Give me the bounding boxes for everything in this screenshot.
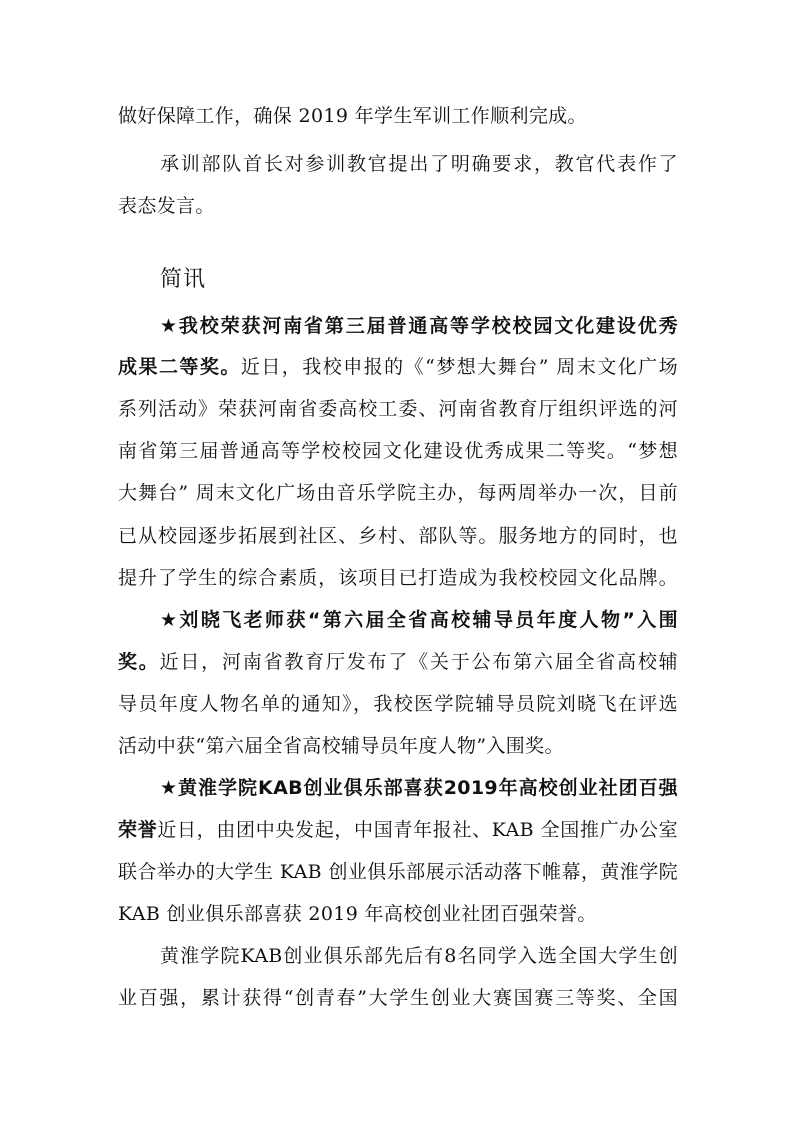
news-headline-continued xyxy=(118,818,678,842)
body-text-line: 表态发言。 xyxy=(118,195,215,217)
news-headline-continued xyxy=(118,650,678,674)
body-text-line: 做好保障工作，确保 2019 年学生军训工作顺利完成。 xyxy=(118,105,587,127)
news-headline: 荣誉 xyxy=(118,819,158,841)
body-text-line: 提升了学生的综合素质，该项目已打造成为我校校园文化品牌。 xyxy=(118,567,678,589)
body-text-line: 系列活动》荣获河南省委高校工委、河南省教育厅组织评选的河 xyxy=(118,398,678,420)
news-headline: ★我校荣获河南省第三届普通高等学校校园文化建设优秀 xyxy=(160,315,678,337)
body-text: 近日，河南省教育厅发布了《关于公布第六届全省高校辅 xyxy=(159,651,678,673)
news-headline: 成果二等奖。 xyxy=(118,356,241,378)
body-text-line: 承训部队首长对参训教官提出了明确要求，教官代表作了 xyxy=(160,153,678,175)
body-text-line: 业百强，累计获得“创青春”大学生创业大赛国赛三等奖、全国 xyxy=(118,987,678,1009)
body-text-line: 活动中获“第六届全省高校辅导员年度人物”入围奖。 xyxy=(118,735,564,757)
body-text-line: 南省第三届普通高等学校校园文化建设优秀成果二等奖。“梦想 xyxy=(118,440,678,462)
body-text-line: KAB 创业俱乐部喜获 2019 年高校创业社团百强荣誉。 xyxy=(118,903,597,925)
news-headline: 奖。 xyxy=(118,651,160,673)
news-headline: ★刘晓飞老师获“第六届全省高校辅导员年度人物”入围 xyxy=(160,609,678,631)
body-text: 近日，我校申报的《“梦想大舞台” 周末文化广场 xyxy=(240,356,678,378)
news-headline: ★黄淮学院KAB创业俱乐部喜获2019年高校创业社团百强 xyxy=(160,777,678,799)
body-text-line: 联合举办的大学生 KAB 创业俱乐部展示活动落下帷幕，黄淮学院 xyxy=(118,861,678,883)
body-text-line: 黄淮学院KAB创业俱乐部先后有8名同学入选全国大学生创 xyxy=(160,945,678,967)
body-text-line: 大舞台” 周末文化广场由音乐学院主办，每两周举办一次，目前 xyxy=(118,482,678,504)
body-text-line: 导员年度人物名单的通知》，我校医学院辅导员院刘晓飞在评选 xyxy=(118,693,678,715)
body-text-line: 已从校园逐步拓展到社区、乡村、部队等。服务地方的同时，也 xyxy=(118,525,678,547)
body-text: 近日，由团中央发起，中国青年报社、KAB 全国推广办公室 xyxy=(157,819,678,841)
news-headline-continued xyxy=(118,355,678,379)
section-title: 简讯 xyxy=(160,267,207,292)
